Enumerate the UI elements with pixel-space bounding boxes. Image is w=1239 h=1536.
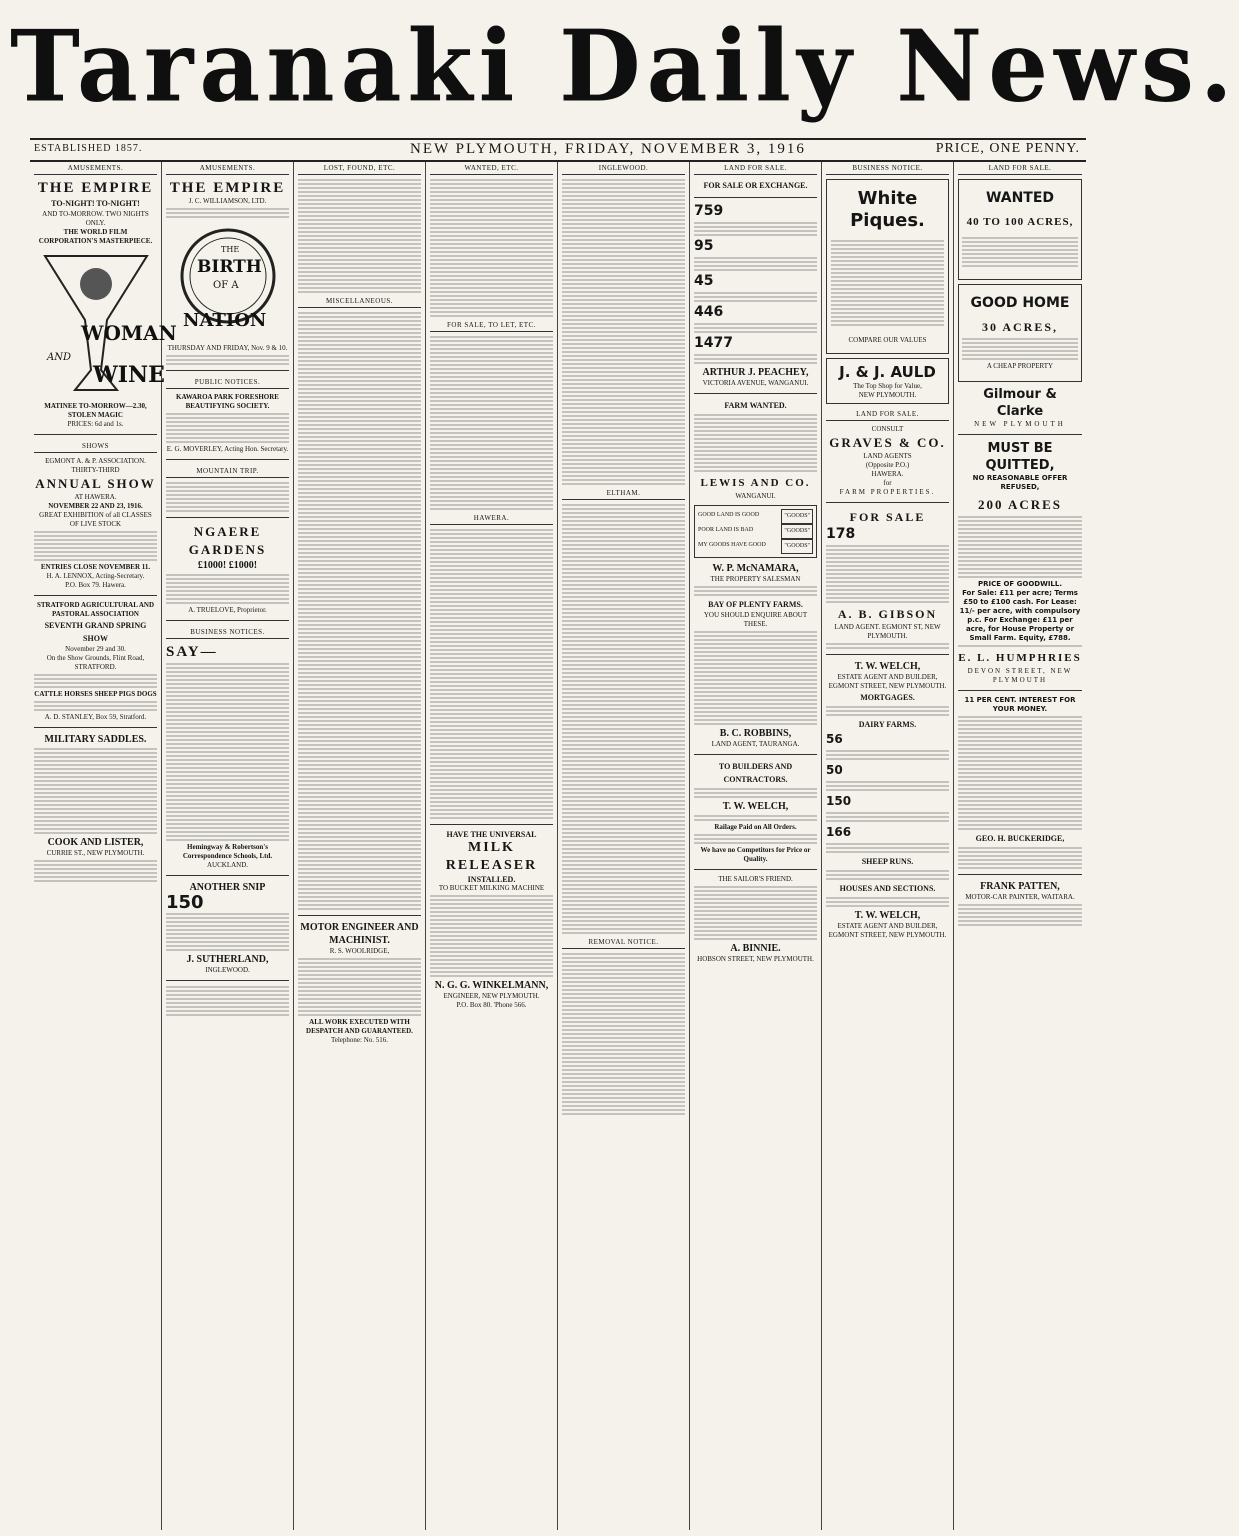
goods-tag: "GOODS": [781, 524, 813, 539]
good-home-ad: [958, 284, 1082, 382]
gilmour-place: NEW PLYMOUTH: [974, 420, 1066, 428]
lessees-label: J. C. WILLIAMSON, LTD.: [188, 197, 267, 205]
show-venue: AT HAWERA.: [74, 493, 117, 501]
cook-address: CURRIE ST., NEW PLYMOUTH.: [46, 849, 145, 857]
auld-ad: [826, 358, 949, 404]
poster-word-top: WOMAN: [80, 321, 177, 345]
emblem-word-2: BIRTH: [196, 257, 262, 277]
binnie-name: A. BINNIE.: [730, 943, 781, 954]
another-snip-heading: ANOTHER SNIP: [189, 882, 266, 893]
show-box: P.O. Box 79. Hawera.: [65, 581, 126, 589]
column-amusements: [30, 162, 177, 1530]
telephone-label: Telephone: No. 516.: [330, 1036, 389, 1044]
show-secretary: H. A. LENNOX, Acting-Secretary.: [46, 572, 145, 580]
graves-name: GRAVES & CO.: [829, 435, 946, 450]
no-competitors-label: We have no Competitors for Price or Quality.: [700, 846, 811, 863]
column-business-notice: [822, 162, 954, 1530]
poster-word-bottom: WINE: [92, 362, 165, 388]
column-heading: INGLEWOOD.: [562, 162, 685, 175]
ngaere-prize: £1000! £1000!: [197, 560, 258, 571]
sutherland-name: J. SUTHERLAND,: [186, 954, 269, 965]
business-notices-heading: BUSINESS NOTICES.: [166, 626, 289, 639]
show-org: EGMONT A. & P. ASSOCIATION. THIRTY-THIRD: [45, 457, 146, 474]
military-saddles-heading: MILITARY SADDLES.: [44, 734, 147, 745]
lewis-city: WANGANUI.: [735, 492, 776, 500]
masthead-title: Taranaki Daily News.: [10, 9, 1239, 125]
farm-properties: FARM PROPERTIES.: [839, 488, 936, 496]
column-heading: LAND FOR SALE.: [958, 162, 1082, 175]
winkelmann-box: P.O. Box 80. 'Phone 566.: [456, 1001, 527, 1009]
lot-166: 166: [826, 825, 852, 839]
welch-sub: ESTATE AGENT AND BUILDER, EGMONT STREET, NEW PLYMOUTH.: [828, 673, 947, 690]
show-dates: NOVEMBER 22 AND 23, 1916.: [48, 502, 143, 510]
established-label: ESTABLISHED 1857.: [34, 143, 143, 154]
columns: [30, 162, 1086, 1530]
woman-and-wine-poster: [37, 250, 177, 398]
text-block: [562, 953, 685, 1115]
text-block: [166, 913, 289, 951]
column-lost-found: [294, 162, 426, 1530]
goods-tag: "GOODS": [781, 509, 813, 524]
text-block: [430, 529, 553, 819]
text-block: [166, 208, 289, 218]
text-block: [694, 886, 817, 940]
text-block: [826, 781, 949, 791]
robbins-sub: LAND AGENT, TAURANGA.: [711, 740, 800, 748]
houses-heading: HOUSES AND SECTIONS.: [839, 884, 936, 893]
auld-place: NEW PLYMOUTH.: [858, 391, 917, 399]
piques-word: Piques.: [850, 210, 925, 231]
milk-line-4: TO BUCKET MILKING MACHINE: [438, 884, 545, 892]
text-block: [958, 516, 1082, 578]
text-block: [826, 897, 949, 907]
text-block: [831, 240, 944, 326]
graves-for: for: [883, 479, 892, 487]
gibson-sub: LAND AGENT. EGMONT ST, NEW PLYMOUTH.: [834, 623, 941, 640]
ngaere-gardens-heading: NGAERE GARDENS: [188, 524, 267, 557]
entries-close: ENTRIES CLOSE NOVEMBER 11.: [40, 563, 151, 571]
winkelmann-name: N. G. G. WINKELMANN,: [434, 980, 549, 991]
good-home-heading: GOOD HOME: [970, 295, 1070, 311]
hemingway-schools: Hemingway & Robertson's Correspondence Schools, Ltd.: [182, 843, 273, 860]
patten-name: FRANK PATTEN,: [980, 881, 1060, 892]
mortgages-heading: MORTGAGES.: [860, 693, 915, 702]
text-block: [694, 292, 817, 302]
woolridge-name: R. S. WOOLRIDGE,: [329, 947, 390, 955]
no-offer-refused: NO REASONABLE OFFER REFUSED,: [972, 474, 1068, 491]
tomorrow-label: AND TO-MORROW. TWO NIGHTS ONLY.: [42, 210, 149, 227]
poster-word-mid: AND: [46, 352, 71, 363]
buckeridge-name: GEO. H. BUCKERIDGE,: [975, 834, 1065, 843]
goods-row-label: MY GOODS HAVE GOOD: [698, 542, 766, 548]
dairy-farms-heading: DAIRY FARMS.: [858, 720, 917, 729]
railage-label: Railage Paid on All Orders.: [714, 823, 797, 831]
text-block: [694, 323, 817, 333]
humphries-address: DEVON STREET, NEW PLYMOUTH: [967, 667, 1073, 684]
builders-heading: TO BUILDERS AND CONTRACTORS.: [718, 762, 793, 784]
say-heading: SAY—: [166, 644, 218, 660]
consult-label: CONSULT: [871, 425, 904, 433]
for-sale-heading: FOR SALE, TO LET, ETC.: [430, 319, 553, 332]
place-date: NEW PLYMOUTH, FRIDAY, NOVEMBER 3, 1916: [410, 141, 806, 157]
text-block: [694, 414, 817, 472]
column-wanted: [426, 162, 558, 1530]
peachey-address: VICTORIA AVENUE, WANGANUI.: [702, 379, 809, 387]
text-block: [166, 413, 289, 443]
two-hundred-acres: 200 ACRES: [977, 497, 1063, 512]
miscellaneous-heading: MISCELLANEOUS.: [298, 295, 421, 308]
text-block: [958, 847, 1082, 869]
screening-dates: THURSDAY AND FRIDAY, Nov. 9 & 10.: [167, 344, 288, 352]
graves-agents: LAND AGENTS: [863, 452, 912, 460]
goods-row-label: GOOD LAND IS GOOD: [698, 512, 760, 518]
text-block: [166, 355, 289, 365]
text-block: [298, 179, 421, 293]
text-block: [694, 222, 817, 236]
sailors-friend-heading: THE SAILOR'S FRIEND.: [718, 875, 793, 883]
sale-terms: For Sale: £11 per acre; Terms £50 to £100 cash. For Lease: 11/- per acre, with compulsory p.c. For Exchange: £11 per acre, for House Property or Small Farm. Equity, £788.: [959, 589, 1081, 642]
text-block: [34, 860, 157, 882]
film-label: THE WORLD FILM CORPORATION'S MASTERPIECE.: [38, 228, 153, 245]
stanley-signature: A. D. STANLEY, Box 59, Stratford.: [44, 713, 147, 721]
lot-178: 178: [826, 526, 856, 542]
text-block: [166, 574, 289, 604]
text-block: [166, 482, 289, 512]
welch-name: T. W. WELCH,: [722, 801, 789, 812]
text-block: [826, 545, 949, 603]
annual-show-heading: ANNUAL SHOW: [35, 476, 156, 491]
cook-and-lister: COOK AND LISTER,: [47, 837, 144, 848]
text-block: [694, 834, 817, 844]
shows-heading: SHOWS: [34, 440, 157, 453]
enquire-label: YOU SHOULD ENQUIRE ABOUT THESE.: [703, 611, 808, 628]
empire-heading: THE EMPIRE: [37, 180, 154, 196]
peachey-name: ARTHUR J. PEACHEY,: [702, 367, 809, 378]
hemingway-city: AUCKLAND.: [206, 861, 249, 869]
lot-95: 95: [694, 238, 714, 254]
kawaroa-society: KAWAROA PARK FORESHORE BEAUTIFYING SOCIETY.: [176, 393, 279, 410]
lot-759: 759: [694, 203, 724, 219]
text-block: [298, 312, 421, 910]
all-work-label: ALL WORK EXECUTED WITH DESPATCH AND GUARANTEED.: [306, 1018, 413, 1035]
column-land-for-sale: [690, 162, 822, 1530]
sheep-runs-heading: SHEEP RUNS.: [861, 857, 914, 866]
goods-box: [694, 505, 817, 558]
wanted-heading: WANTED: [985, 190, 1055, 206]
text-block: [694, 586, 817, 596]
compare-values: COMPARE OUR VALUES: [848, 336, 927, 344]
emblem-word-1: THE: [220, 245, 239, 254]
for-sale-heading: FOR SALE: [849, 510, 926, 524]
kawaroa-secretary: E. G. MOVERLEY, Acting Hon. Secretary.: [166, 445, 289, 453]
text-block: [826, 870, 949, 880]
text-block: [34, 674, 157, 688]
empire-heading: THE EMPIRE: [169, 180, 286, 196]
column-land-for-sale-2: [954, 162, 1086, 1530]
gilmour-clarke: Gilmour & Clarke: [983, 387, 1057, 419]
sutherland-town: INGLEWOOD.: [205, 966, 250, 974]
text-block: [34, 531, 157, 561]
farm-wanted-heading: FARM WANTED.: [724, 401, 787, 410]
lewis-and-co: LEWIS AND CO.: [700, 477, 811, 489]
text-block: [430, 336, 553, 510]
milk-releaser-heading: MILK RELEASER: [445, 840, 538, 873]
acres-range: 40 TO 100 ACRES,: [966, 216, 1074, 228]
text-block: [34, 748, 157, 834]
text-block: [962, 237, 1078, 267]
text-block: [694, 815, 817, 821]
removal-notice-heading: REMOVAL NOTICE.: [562, 936, 685, 949]
snip-acres: 150: [166, 892, 204, 913]
mcnamara-title: THE PROPERTY SALESMAN: [710, 575, 801, 583]
tonight-label: TO-NIGHT! TO-NIGHT!: [51, 199, 140, 208]
goods-tag: "GOODS": [781, 539, 813, 554]
gibson-name: A. B. GIBSON: [837, 607, 938, 621]
text-block: [826, 643, 949, 649]
hawera-heading: HAWERA.: [430, 512, 553, 525]
column-heading: AMUSEMENTS.: [166, 162, 289, 175]
text-block: [826, 706, 949, 716]
exhibition-label: GREAT EXHIBITION of all CLASSES OF LIVE STOCK: [39, 511, 152, 528]
lot-1477: 1477: [694, 335, 733, 351]
text-block: [298, 958, 421, 1016]
masthead: [0, 0, 1239, 140]
humphries-name: E. L. HUMPHRIES: [958, 652, 1082, 664]
patten-sub: MOTOR-CAR PAINTER, WAITARA.: [965, 893, 1075, 901]
dateline: [30, 138, 1086, 162]
goods-row-label: POOR LAND IS BAD: [698, 527, 754, 533]
text-block: [166, 986, 289, 1016]
winkelmann-sub: ENGINEER, NEW PLYMOUTH.: [443, 992, 540, 1000]
text-block: [962, 338, 1078, 360]
text-block: [958, 904, 1082, 926]
matinee-label: MATINEE TO-MORROW—2.30, STOLEN MAGIC: [44, 402, 147, 419]
auld-slogan: The Top Shop for Value,: [853, 382, 922, 390]
must-be-quitted: MUST BE QUITTED,: [985, 441, 1055, 473]
white-piques-ad: [826, 179, 949, 354]
lot-50: 50: [826, 763, 843, 777]
graves-opposite: (Opposite P.O.): [865, 461, 910, 469]
bay-of-plenty-heading: BAY OF PLENTY FARMS.: [708, 600, 803, 609]
column-amusements-2: [162, 162, 294, 1530]
text-block: [958, 645, 1082, 647]
robbins-name: B. C. ROBBINS,: [719, 728, 792, 739]
column-inglewood: [558, 162, 690, 1530]
emblem-word-3: OF A: [212, 280, 239, 291]
welch-sub-2: ESTATE AGENT AND BUILDER, EGMONT STREET, NEW PLYMOUTH.: [828, 922, 947, 939]
milk-line-1: HAVE THE UNIVERSAL: [446, 830, 537, 839]
goods-row: [698, 524, 813, 539]
column-heading: AMUSEMENTS.: [34, 162, 157, 175]
text-block: [826, 812, 949, 822]
spring-dates: November 29 and 30.: [65, 645, 126, 653]
prices-label: PRICES: 6d and 1s.: [67, 420, 124, 428]
emblem-word-4: NATION: [182, 310, 266, 331]
land-for-sale-heading: LAND FOR SALE.: [826, 408, 949, 421]
column-heading: BUSINESS NOTICE.: [826, 162, 949, 175]
goods-row: [698, 539, 813, 554]
livestock-list: CATTLE HORSES SHEEP PIGS DOGS: [34, 690, 157, 698]
public-notices-heading: PUBLIC NOTICES.: [166, 376, 289, 389]
show-grounds: On the Show Grounds, Flint Road, STRATFORD.: [46, 654, 145, 671]
wanted-ad: [958, 179, 1082, 280]
text-block: [430, 179, 553, 317]
welch-name-2: T. W. WELCH,: [854, 910, 921, 921]
text-block: [694, 354, 817, 364]
lot-446: 446: [694, 304, 724, 320]
motor-engineer-heading: MOTOR ENGINEER AND MACHINIST.: [300, 922, 419, 946]
goodwill-price: PRICE OF GOODWILL.: [977, 580, 1062, 588]
white-word: White: [857, 188, 918, 209]
text-block: [562, 179, 685, 485]
mcnamara-name: W. P. McNAMARA,: [712, 563, 799, 574]
interest-heading: 11 PER CENT. INTEREST FOR YOUR MONEY.: [964, 696, 1076, 713]
cheap-property: A CHEAP PROPERTY: [986, 362, 1054, 370]
text-block: [694, 257, 817, 271]
spring-show-heading: SEVENTH GRAND SPRING SHOW: [44, 621, 147, 643]
text-block: [826, 843, 949, 853]
text-block: [34, 701, 157, 711]
thirty-acres: 30 ACRES,: [981, 320, 1058, 334]
text-block: [958, 716, 1082, 830]
birth-of-a-nation-emblem: [175, 222, 281, 340]
lot-45: 45: [694, 273, 714, 289]
goods-row: [698, 509, 813, 524]
milk-line-3: INSTALLED.: [467, 875, 516, 884]
column-heading: LOST, FOUND, ETC.: [298, 162, 421, 175]
mountain-trip-heading: MOUNTAIN TRIP.: [166, 465, 289, 478]
text-block: [826, 750, 949, 760]
eltham-heading: ELTHAM.: [562, 487, 685, 500]
binnie-address: HOBSON STREET, NEW PLYMOUTH.: [697, 955, 814, 963]
lot-150: 150: [826, 794, 852, 808]
truelove-signature: A. TRUELOVE, Proprietor.: [188, 606, 267, 614]
text-block: [166, 663, 289, 841]
column-heading: WANTED, ETC.: [430, 162, 553, 175]
price-label: PRICE, ONE PENNY.: [935, 141, 1080, 156]
lot-56: 56: [826, 732, 843, 746]
text-block: [562, 504, 685, 934]
text-block: [694, 788, 817, 798]
stratford-association: STRATFORD AGRICULTURAL AND PASTORAL ASSOCIATION: [36, 601, 155, 618]
auld-name: J. & J. AULD: [839, 363, 936, 381]
graves-town: HAWERA.: [871, 470, 904, 478]
text-block: [694, 631, 817, 725]
text-block: [430, 895, 553, 977]
welch-name: T. W. WELCH,: [854, 661, 921, 672]
column-heading: LAND FOR SALE.: [694, 162, 817, 175]
exchange-heading: FOR SALE OR EXCHANGE.: [703, 181, 808, 190]
